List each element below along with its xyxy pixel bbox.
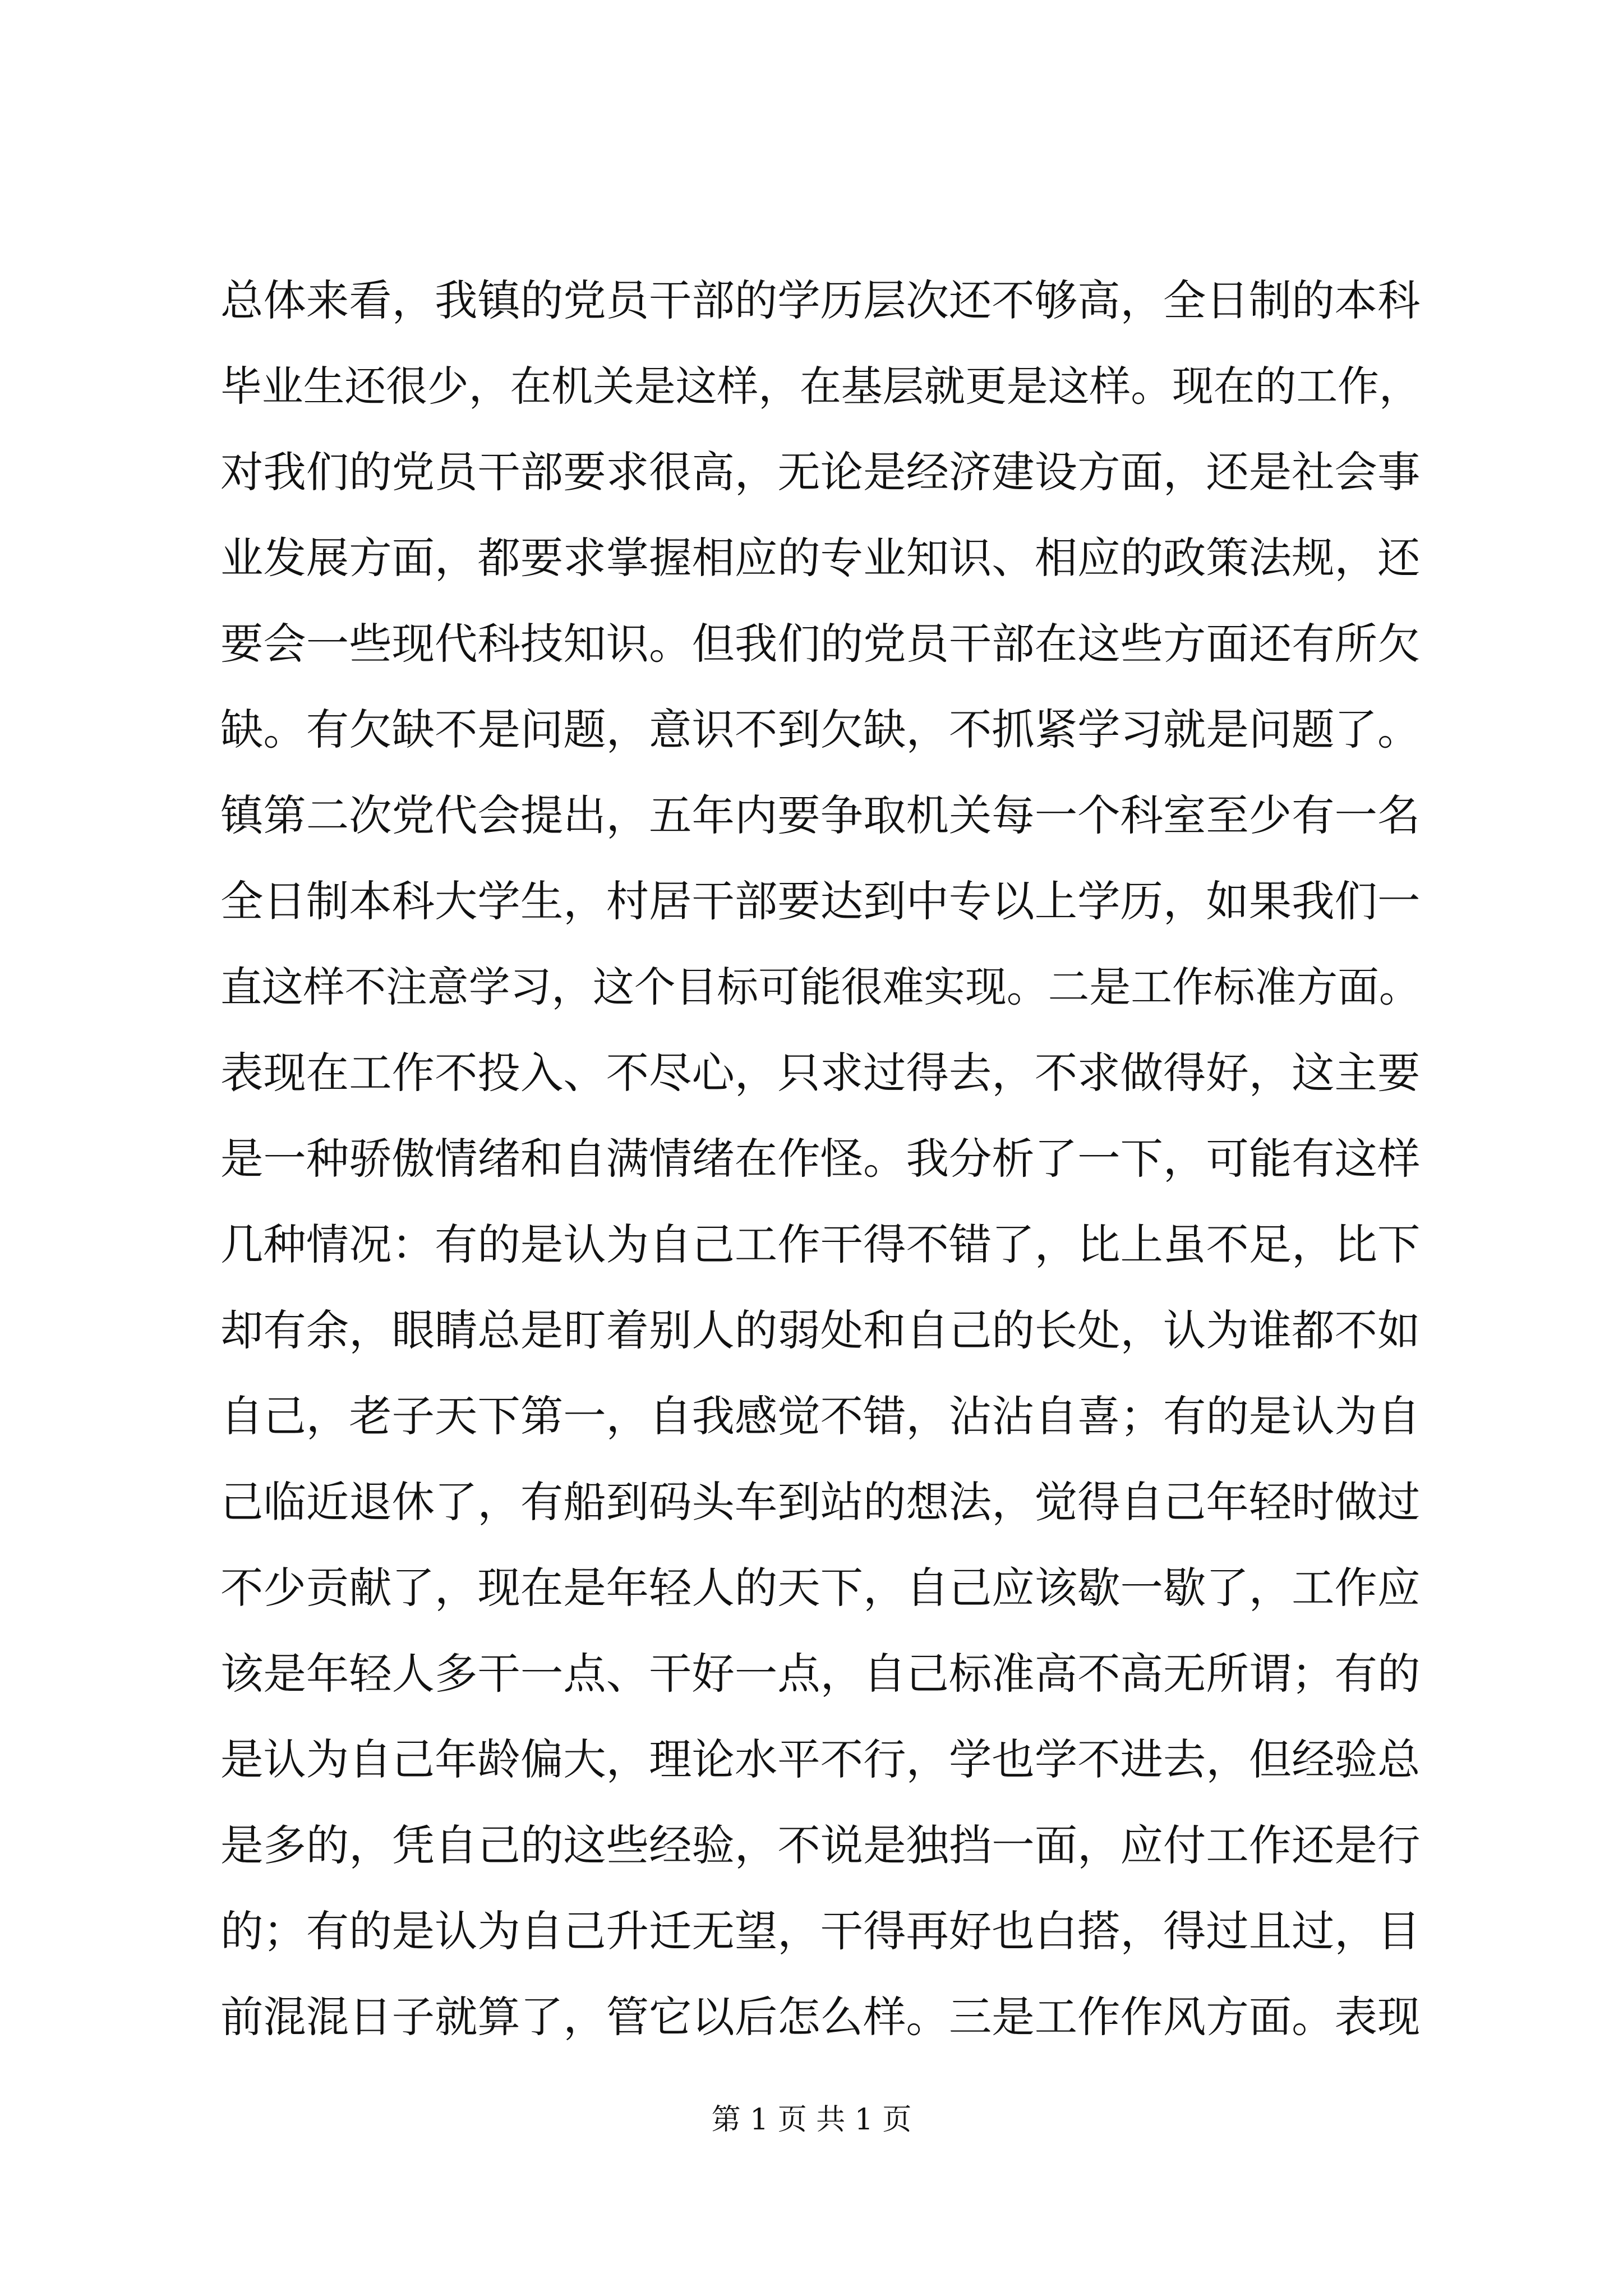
text-line: 缺。有欠缺不是问题，意识不到欠缺，不抓紧学习就是问题了。 (220, 705, 1421, 755)
text-line: 是多的，凭自己的这些经验，不说是独挡一面，应付工作还是行 (220, 1821, 1421, 1871)
text-line: 镇第二次党代会提出，五年内要争取机关每一个科室至少有一名 (220, 791, 1421, 841)
text-line: 直这样不注意学习，这个目标可能很难实现。二是工作标准方面。 (220, 964, 1421, 1011)
text-line: 是一种骄傲情绪和自满情绪在作怪。我分析了一下，可能有这样 (220, 1134, 1421, 1184)
page-footer (0, 2100, 1623, 2139)
text-line: 要会一些现代科技知识。但我们的党员干部在这些方面还有所欠 (220, 619, 1421, 669)
text-line: 该是年轻人多干一点、干好一点，自己标准高不高无所谓；有的 (220, 1649, 1421, 1699)
text-line: 己临近退休了，有船到码头车到站的想法，觉得自己年轻时做过 (220, 1478, 1421, 1527)
text-line: 对我们的党员干部要求很高，无论是经济建设方面，还是社会事 (220, 448, 1421, 498)
text-line: 业发展方面，都要求掌握相应的专业知识、相应的政策法规，还 (220, 533, 1421, 583)
text-line: 全日制本科大学生，村居干部要达到中专以上学历，如果我们一 (220, 877, 1421, 927)
text-line: 表现在工作不投入、不尽心，只求过得去，不求做得好，这主要 (220, 1048, 1421, 1098)
text-line: 毕业生还很少，在机关是这样，在基层就更是这样。现在的工作， (220, 363, 1421, 411)
text-line: 自己，老子天下第一，自我感觉不错，沾沾自喜；有的是认为自 (220, 1392, 1421, 1442)
text-line: 是认为自己年龄偏大，理论水平不行，学也学不进去，但经验总 (220, 1735, 1421, 1785)
body-text (220, 258, 1421, 2060)
text-line: 的；有的是认为自己升迁无望，干得再好也白搭，得过且过，目 (220, 1907, 1421, 1957)
text-line: 几种情况：有的是认为自己工作干得不错了，比上虽不足，比下 (220, 1220, 1421, 1270)
text-line: 前混混日子就算了，管它以后怎么样。三是工作作风方面。表现 (220, 1993, 1421, 2042)
text-line: 不少贡献了，现在是年轻人的天下，自己应该歇一歇了，工作应 (220, 1563, 1421, 1613)
text-line: 却有余，眼睛总是盯着别人的弱处和自己的长处，认为谁都不如 (220, 1306, 1421, 1356)
text-line: 总体来看，我镇的党员干部的学历层次还不够高，全日制的本科 (220, 276, 1421, 326)
page-number: 第 1 页 共 1 页 (711, 2103, 912, 2137)
